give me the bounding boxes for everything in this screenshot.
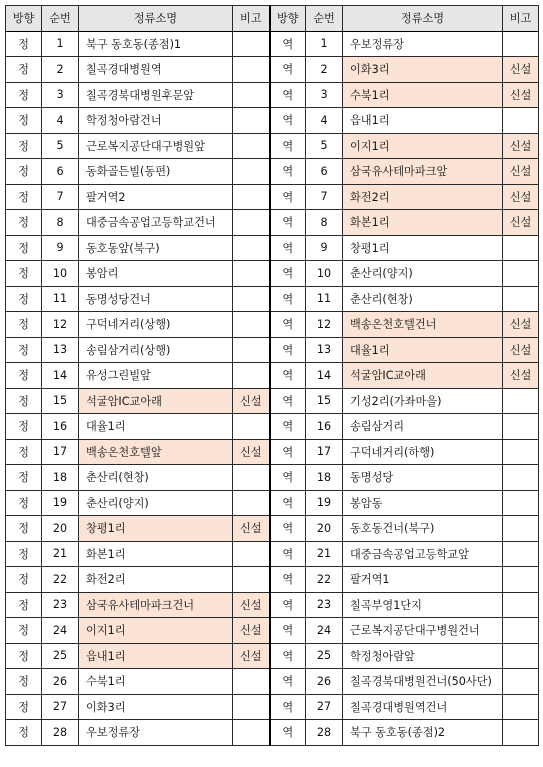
forward-note-cell: 신설 (233, 643, 270, 669)
reverse-stop-name-cell: 삼국유사테마파크앞 (343, 159, 503, 185)
forward-note-cell (233, 312, 270, 338)
reverse-stop-name-cell: 우보정류장 (343, 31, 503, 57)
reverse-note-cell: 신설 (503, 312, 539, 338)
table-row (6, 261, 539, 287)
reverse-stop-name-cell: 동명성당 (343, 465, 503, 491)
reverse-note-cell: 신설 (503, 57, 539, 83)
reverse-stop-name-cell: 칠곡경북대병원건너(50사단) (343, 669, 503, 695)
reverse-number-cell: 3 (306, 82, 343, 108)
header-number: 순번 (42, 6, 79, 32)
reverse-note-cell: 신설 (503, 159, 539, 185)
forward-number-cell: 28 (42, 720, 79, 746)
reverse-direction-cell: 역 (270, 465, 306, 491)
forward-note-cell (233, 337, 270, 363)
reverse-number-cell: 28 (306, 720, 343, 746)
forward-direction-cell: 정 (6, 669, 42, 695)
reverse-direction-cell: 역 (270, 82, 306, 108)
forward-number-cell: 14 (42, 363, 79, 389)
reverse-number-cell: 5 (306, 133, 343, 159)
header-stop-name: 정류소명 (343, 6, 503, 32)
reverse-direction-cell: 역 (270, 337, 306, 363)
forward-note-cell (233, 720, 270, 746)
reverse-direction-cell: 역 (270, 108, 306, 134)
forward-direction-cell: 정 (6, 388, 42, 414)
forward-direction-cell: 정 (6, 261, 42, 287)
forward-direction-cell: 정 (6, 337, 42, 363)
reverse-number-cell: 27 (306, 694, 343, 720)
forward-number-cell: 7 (42, 184, 79, 210)
reverse-direction-cell: 역 (270, 567, 306, 593)
reverse-stop-name-cell: 칠곡경대병원역건너 (343, 694, 503, 720)
forward-note-cell (233, 82, 270, 108)
forward-number-cell: 13 (42, 337, 79, 363)
forward-number-cell: 26 (42, 669, 79, 695)
reverse-direction-cell: 역 (270, 516, 306, 542)
forward-stop-name-cell: 칠곡경대병원역 (79, 57, 233, 83)
forward-number-cell: 17 (42, 439, 79, 465)
reverse-note-cell (503, 388, 539, 414)
reverse-stop-name-cell: 구덕네거리(하행) (343, 439, 503, 465)
reverse-note-cell (503, 694, 539, 720)
forward-number-cell: 8 (42, 210, 79, 236)
reverse-note-cell (503, 465, 539, 491)
forward-stop-name-cell: 유성그린빌앞 (79, 363, 233, 389)
forward-direction-cell: 정 (6, 643, 42, 669)
table-row (6, 643, 539, 669)
table-row (6, 516, 539, 542)
forward-direction-cell: 정 (6, 159, 42, 185)
forward-stop-name-cell: 동명성당건너 (79, 286, 233, 312)
table-row (6, 133, 539, 159)
reverse-note-cell (503, 541, 539, 567)
forward-number-cell: 15 (42, 388, 79, 414)
table-row (6, 694, 539, 720)
reverse-note-cell: 신설 (503, 210, 539, 236)
forward-stop-name-cell: 동화골든빌(동편) (79, 159, 233, 185)
forward-number-cell: 24 (42, 618, 79, 644)
forward-stop-name-cell: 북구 동호동(종점)1 (79, 31, 233, 57)
forward-stop-name-cell: 춘산리(현창) (79, 465, 233, 491)
reverse-number-cell: 22 (306, 567, 343, 593)
forward-direction-cell: 정 (6, 108, 42, 134)
forward-stop-name-cell: 칠곡경북대병원후문앞 (79, 82, 233, 108)
table-row (6, 363, 539, 389)
forward-direction-cell: 정 (6, 439, 42, 465)
forward-stop-name-cell: 근로복지공단대구병원앞 (79, 133, 233, 159)
table-row (6, 108, 539, 134)
reverse-stop-name-cell: 이화3리 (343, 57, 503, 83)
reverse-direction-cell: 역 (270, 592, 306, 618)
forward-stop-name-cell: 이지1리 (79, 618, 233, 644)
forward-stop-name-cell: 우보정류장 (79, 720, 233, 746)
reverse-note-cell (503, 439, 539, 465)
forward-number-cell: 19 (42, 490, 79, 516)
table-row (6, 567, 539, 593)
reverse-number-cell: 16 (306, 414, 343, 440)
reverse-number-cell: 25 (306, 643, 343, 669)
reverse-number-cell: 12 (306, 312, 343, 338)
forward-number-cell: 2 (42, 57, 79, 83)
reverse-number-cell: 6 (306, 159, 343, 185)
reverse-note-cell (503, 490, 539, 516)
table-row (6, 414, 539, 440)
reverse-stop-name-cell: 북구 동호동(종점)2 (343, 720, 503, 746)
reverse-direction-cell: 역 (270, 159, 306, 185)
forward-direction-cell: 정 (6, 720, 42, 746)
forward-note-cell (233, 235, 270, 261)
reverse-note-cell (503, 31, 539, 57)
reverse-number-cell: 8 (306, 210, 343, 236)
reverse-number-cell: 18 (306, 465, 343, 491)
reverse-direction-cell: 역 (270, 720, 306, 746)
forward-stop-name-cell: 이화3리 (79, 694, 233, 720)
forward-stop-name-cell: 화전2리 (79, 567, 233, 593)
reverse-stop-name-cell: 송림삼거리 (343, 414, 503, 440)
reverse-direction-cell: 역 (270, 618, 306, 644)
reverse-number-cell: 15 (306, 388, 343, 414)
reverse-stop-name-cell: 대중금속공업고등학교앞 (343, 541, 503, 567)
header-number: 순번 (306, 6, 343, 32)
route-stop-table (5, 5, 539, 746)
forward-note-cell (233, 541, 270, 567)
reverse-note-cell: 신설 (503, 82, 539, 108)
reverse-stop-name-cell: 화전2리 (343, 184, 503, 210)
table-row (6, 669, 539, 695)
reverse-note-cell (503, 643, 539, 669)
reverse-direction-cell: 역 (270, 184, 306, 210)
reverse-number-cell: 9 (306, 235, 343, 261)
forward-number-cell: 10 (42, 261, 79, 287)
reverse-direction-cell: 역 (270, 31, 306, 57)
forward-direction-cell: 정 (6, 592, 42, 618)
reverse-number-cell: 4 (306, 108, 343, 134)
forward-number-cell: 6 (42, 159, 79, 185)
reverse-stop-name-cell: 칠곡부영1단지 (343, 592, 503, 618)
forward-direction-cell: 정 (6, 286, 42, 312)
reverse-stop-name-cell: 석굴암IC교아래 (343, 363, 503, 389)
reverse-direction-cell: 역 (270, 388, 306, 414)
forward-stop-name-cell: 학정청아람건너 (79, 108, 233, 134)
forward-direction-cell: 정 (6, 516, 42, 542)
forward-note-cell (233, 286, 270, 312)
reverse-note-cell (503, 669, 539, 695)
forward-direction-cell: 정 (6, 184, 42, 210)
forward-direction-cell: 정 (6, 363, 42, 389)
reverse-direction-cell: 역 (270, 643, 306, 669)
reverse-note-cell (503, 414, 539, 440)
forward-note-cell: 신설 (233, 592, 270, 618)
forward-direction-cell: 정 (6, 567, 42, 593)
table-row (6, 159, 539, 185)
forward-note-cell (233, 159, 270, 185)
reverse-direction-cell: 역 (270, 210, 306, 236)
reverse-note-cell: 신설 (503, 337, 539, 363)
reverse-number-cell: 17 (306, 439, 343, 465)
forward-direction-cell: 정 (6, 210, 42, 236)
forward-direction-cell: 정 (6, 31, 42, 57)
reverse-number-cell: 11 (306, 286, 343, 312)
forward-number-cell: 27 (42, 694, 79, 720)
forward-direction-cell: 정 (6, 57, 42, 83)
reverse-stop-name-cell: 기성2리(가좌마을) (343, 388, 503, 414)
table-row (6, 592, 539, 618)
reverse-stop-name-cell: 팔거역1 (343, 567, 503, 593)
forward-direction-cell: 정 (6, 133, 42, 159)
header-row (6, 6, 539, 32)
forward-stop-name-cell: 화본1리 (79, 541, 233, 567)
table-row (6, 618, 539, 644)
forward-note-cell (233, 108, 270, 134)
forward-note-cell (233, 669, 270, 695)
forward-note-cell (233, 210, 270, 236)
table-row (6, 720, 539, 746)
forward-note-cell: 신설 (233, 388, 270, 414)
table-row (6, 490, 539, 516)
forward-direction-cell: 정 (6, 312, 42, 338)
reverse-number-cell: 19 (306, 490, 343, 516)
reverse-direction-cell: 역 (270, 490, 306, 516)
reverse-number-cell: 2 (306, 57, 343, 83)
forward-direction-cell: 정 (6, 414, 42, 440)
reverse-number-cell: 23 (306, 592, 343, 618)
table-row (6, 388, 539, 414)
header-note: 비고 (503, 6, 539, 32)
reverse-number-cell: 1 (306, 31, 343, 57)
forward-direction-cell: 정 (6, 694, 42, 720)
table-row (6, 337, 539, 363)
reverse-direction-cell: 역 (270, 694, 306, 720)
reverse-stop-name-cell: 봉암동 (343, 490, 503, 516)
forward-stop-name-cell: 춘산리(양지) (79, 490, 233, 516)
header-direction: 방향 (270, 6, 306, 32)
forward-note-cell (233, 133, 270, 159)
reverse-direction-cell: 역 (270, 312, 306, 338)
forward-note-cell (233, 31, 270, 57)
reverse-stop-name-cell: 근로복지공단대구병원건너 (343, 618, 503, 644)
reverse-direction-cell: 역 (270, 286, 306, 312)
forward-number-cell: 23 (42, 592, 79, 618)
forward-stop-name-cell: 백송온천호텔앞 (79, 439, 233, 465)
reverse-number-cell: 20 (306, 516, 343, 542)
forward-stop-name-cell: 대중금속공업고등학교건너 (79, 210, 233, 236)
forward-stop-name-cell: 창평1리 (79, 516, 233, 542)
forward-note-cell (233, 490, 270, 516)
reverse-stop-name-cell: 백송온천호텔건너 (343, 312, 503, 338)
table-row (6, 439, 539, 465)
forward-stop-name-cell: 대율1리 (79, 414, 233, 440)
reverse-note-cell (503, 261, 539, 287)
forward-number-cell: 21 (42, 541, 79, 567)
reverse-note-cell (503, 516, 539, 542)
header-direction: 방향 (6, 6, 42, 32)
forward-direction-cell: 정 (6, 82, 42, 108)
table-row (6, 541, 539, 567)
reverse-note-cell: 신설 (503, 184, 539, 210)
reverse-number-cell: 13 (306, 337, 343, 363)
reverse-direction-cell: 역 (270, 669, 306, 695)
forward-note-cell: 신설 (233, 439, 270, 465)
reverse-number-cell: 7 (306, 184, 343, 210)
forward-number-cell: 20 (42, 516, 79, 542)
forward-number-cell: 16 (42, 414, 79, 440)
forward-note-cell (233, 567, 270, 593)
reverse-direction-cell: 역 (270, 414, 306, 440)
forward-number-cell: 3 (42, 82, 79, 108)
forward-number-cell: 12 (42, 312, 79, 338)
reverse-number-cell: 10 (306, 261, 343, 287)
forward-note-cell (233, 363, 270, 389)
route-stop-table-container (5, 5, 539, 746)
table-row (6, 82, 539, 108)
reverse-note-cell (503, 286, 539, 312)
header-note: 비고 (233, 6, 270, 32)
forward-number-cell: 11 (42, 286, 79, 312)
reverse-note-cell (503, 592, 539, 618)
reverse-direction-cell: 역 (270, 363, 306, 389)
reverse-direction-cell: 역 (270, 133, 306, 159)
reverse-stop-name-cell: 읍내1리 (343, 108, 503, 134)
reverse-number-cell: 14 (306, 363, 343, 389)
reverse-note-cell (503, 720, 539, 746)
reverse-number-cell: 26 (306, 669, 343, 695)
table-row (6, 235, 539, 261)
reverse-stop-name-cell: 수북1리 (343, 82, 503, 108)
forward-number-cell: 9 (42, 235, 79, 261)
forward-number-cell: 5 (42, 133, 79, 159)
reverse-note-cell (503, 618, 539, 644)
reverse-direction-cell: 역 (270, 439, 306, 465)
table-row (6, 312, 539, 338)
reverse-stop-name-cell: 이지1리 (343, 133, 503, 159)
forward-note-cell (233, 694, 270, 720)
reverse-direction-cell: 역 (270, 235, 306, 261)
forward-direction-cell: 정 (6, 541, 42, 567)
header-stop-name: 정류소명 (79, 6, 233, 32)
forward-stop-name-cell: 읍내1리 (79, 643, 233, 669)
forward-note-cell (233, 184, 270, 210)
forward-number-cell: 1 (42, 31, 79, 57)
table-body (6, 31, 539, 745)
reverse-stop-name-cell: 동호동건너(북구) (343, 516, 503, 542)
forward-stop-name-cell: 삼국유사테마파크건너 (79, 592, 233, 618)
table-row (6, 31, 539, 57)
forward-stop-name-cell: 팔거역2 (79, 184, 233, 210)
reverse-direction-cell: 역 (270, 541, 306, 567)
reverse-note-cell: 신설 (503, 363, 539, 389)
reverse-note-cell (503, 567, 539, 593)
reverse-number-cell: 24 (306, 618, 343, 644)
forward-note-cell (233, 261, 270, 287)
forward-note-cell: 신설 (233, 516, 270, 542)
table-row (6, 184, 539, 210)
forward-note-cell (233, 57, 270, 83)
reverse-direction-cell: 역 (270, 57, 306, 83)
forward-number-cell: 18 (42, 465, 79, 491)
forward-stop-name-cell: 수북1리 (79, 669, 233, 695)
forward-stop-name-cell: 구덕네거리(상행) (79, 312, 233, 338)
reverse-stop-name-cell: 창평1리 (343, 235, 503, 261)
forward-note-cell: 신설 (233, 618, 270, 644)
reverse-stop-name-cell: 학정청아람앞 (343, 643, 503, 669)
forward-direction-cell: 정 (6, 618, 42, 644)
table-row (6, 57, 539, 83)
forward-stop-name-cell: 송림삼거리(상행) (79, 337, 233, 363)
table-row (6, 210, 539, 236)
forward-stop-name-cell: 석굴암IC교아래 (79, 388, 233, 414)
reverse-stop-name-cell: 화본1리 (343, 210, 503, 236)
forward-stop-name-cell: 봉암리 (79, 261, 233, 287)
reverse-note-cell: 신설 (503, 133, 539, 159)
reverse-stop-name-cell: 대율1리 (343, 337, 503, 363)
forward-number-cell: 4 (42, 108, 79, 134)
reverse-direction-cell: 역 (270, 261, 306, 287)
reverse-note-cell (503, 235, 539, 261)
forward-number-cell: 22 (42, 567, 79, 593)
reverse-note-cell (503, 108, 539, 134)
table-row (6, 465, 539, 491)
reverse-number-cell: 21 (306, 541, 343, 567)
table-row (6, 286, 539, 312)
forward-number-cell: 25 (42, 643, 79, 669)
forward-stop-name-cell: 동호동앞(북구) (79, 235, 233, 261)
forward-note-cell (233, 414, 270, 440)
reverse-stop-name-cell: 춘산리(양지) (343, 261, 503, 287)
forward-direction-cell: 정 (6, 490, 42, 516)
reverse-stop-name-cell: 춘산리(현창) (343, 286, 503, 312)
forward-direction-cell: 정 (6, 235, 42, 261)
forward-direction-cell: 정 (6, 465, 42, 491)
forward-note-cell (233, 465, 270, 491)
